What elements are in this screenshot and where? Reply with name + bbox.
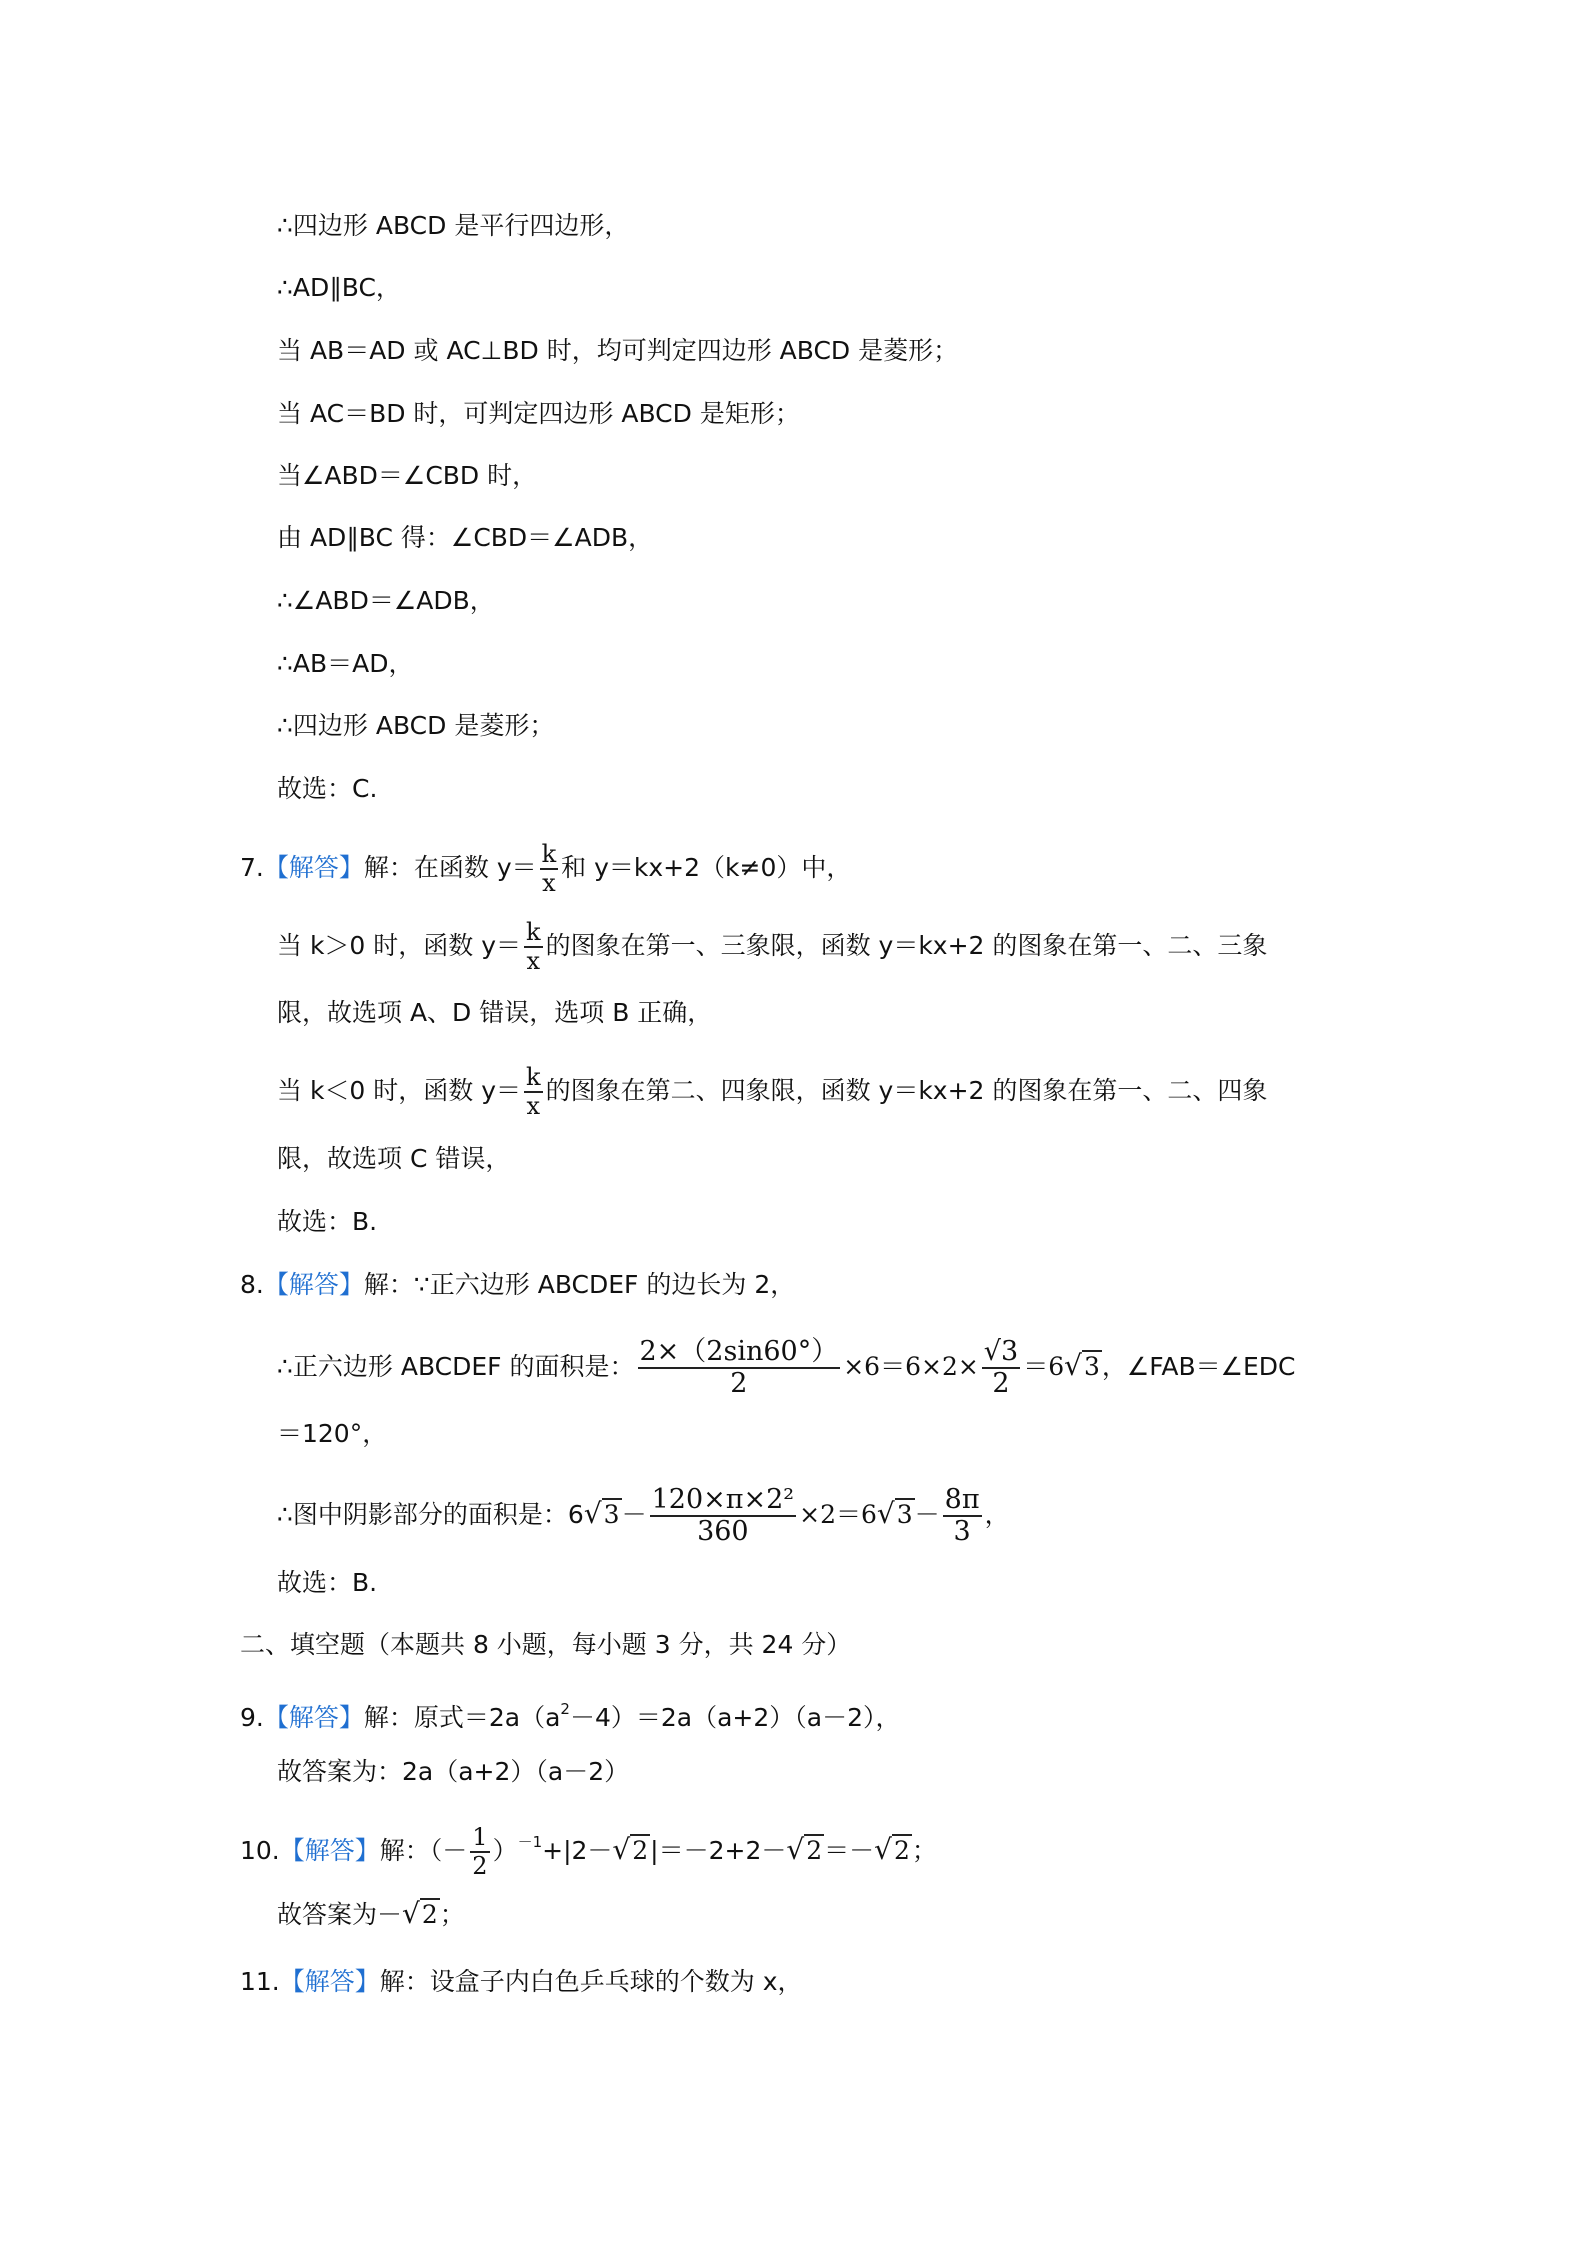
q11-line-1 — [240, 1962, 803, 2002]
q10-text: ＝－ — [824, 1836, 875, 1865]
q8-math: ×2＝6 — [799, 1500, 877, 1529]
fraction-sqrt3-over-2: $\frac{√3}{2}$ — [983, 1335, 1019, 1399]
answer-tag: 【解答】 — [279, 1967, 380, 1996]
answer-tag: 【解答】 — [263, 1270, 364, 1299]
q8-line-4 — [277, 1478, 1010, 1550]
sqrt-2: √2 — [874, 1833, 910, 1866]
sqrt-3: √3 — [583, 1497, 620, 1530]
q10-line-1 — [240, 1812, 937, 1880]
q8-math: － — [914, 1500, 940, 1529]
q8-text: ， — [984, 1500, 1010, 1529]
q10-text: +|2－ — [542, 1836, 613, 1865]
question-number: 7. — [240, 853, 264, 882]
fraction-k-over-x: $\frac{k}{x}$ — [526, 1062, 541, 1120]
question-number: 10. — [240, 1836, 280, 1865]
section-heading: 二、填空题（本题共 8 小题，每小题 3 分，共 24 分） — [240, 1630, 852, 1659]
q8-line-2 — [277, 1330, 1296, 1402]
q9-line-1 — [240, 1689, 901, 1732]
q10-text: ） — [492, 1836, 518, 1865]
q7-line-3: 限，故选项 A、D 错误，选项 B 正确， — [277, 998, 713, 1027]
q7-line-5: 限，故选项 C 错误， — [277, 1144, 511, 1173]
q7-line-4 — [277, 1060, 1267, 1122]
text-line: 由 AD∥BC 得：∠CBD＝∠ADB， — [277, 523, 654, 552]
text-line: 当∠ABD＝∠CBD 时， — [277, 461, 538, 490]
superscript: －1 — [517, 1833, 543, 1851]
fraction-8pi-over-3: $\frac{8\pi}{3}$ — [944, 1483, 980, 1547]
q10-text: ； — [911, 1836, 937, 1865]
q10-text: ； — [439, 1900, 465, 1929]
q10-text: 解：（－ — [379, 1836, 468, 1865]
q8-line-3: ＝120°， — [277, 1419, 388, 1448]
sqrt-3: √3 — [876, 1497, 913, 1530]
text-line: ∴∠ABD＝∠ADB， — [277, 586, 495, 615]
q8-math: － — [621, 1500, 647, 1529]
text-line: ∴AB＝AD， — [277, 649, 414, 678]
q10-text: 故答案为－ — [277, 1900, 403, 1929]
q7-line-1 — [240, 838, 851, 898]
q8-math: ＝6 — [1023, 1352, 1065, 1381]
sqrt-2: √2 — [402, 1897, 438, 1930]
q7-line-2 — [277, 915, 1267, 977]
fraction-k-over-x: $\frac{k}{x}$ — [541, 839, 557, 897]
fraction-one-half: $\frac{1}{2}$ — [472, 1822, 488, 1880]
q7-text: 和 y＝kx+2（k≠0）中， — [561, 853, 852, 882]
fraction-sector-area: $\frac{\text{120×π×2²}}{360}$ — [651, 1483, 795, 1547]
q7-line-6: 故选：B. — [277, 1207, 378, 1236]
q9-line-2: 故答案为：2a（a+2）（a－2） — [277, 1757, 630, 1786]
text-line: ∴四边形 ABCD 是平行四边形， — [277, 211, 630, 240]
sqrt-3: √3 — [1064, 1349, 1100, 1382]
text-line: 故选：C. — [277, 774, 378, 803]
q10-text: |＝－2+2－ — [650, 1836, 787, 1865]
q8-text: ∴正六边形 ABCDEF 的面积是： — [277, 1352, 635, 1381]
q7-text: 的图象在第二、四象限，函数 y＝kx+2 的图象在第一、二、四象 — [545, 1076, 1268, 1105]
fraction-hexagon-area: $\frac{2\times(2\sin 60^\circ)}{2}$ — [639, 1335, 839, 1399]
q8-text: ∴图中阴影部分的面积是：6 — [277, 1500, 584, 1529]
answer-tag: 【解答】 — [279, 1836, 380, 1865]
q8-text: ，∠FAB＝∠EDC — [1101, 1352, 1296, 1381]
q9-text: －4）＝2a（a+2）（a－2）， — [569, 1703, 901, 1732]
q11-text: 解：设盒子内白色乒乓球的个数为 x， — [379, 1967, 803, 1996]
q8-line-1 — [240, 1265, 795, 1305]
fraction-k-over-x: $\frac{k}{x}$ — [526, 917, 541, 975]
text-line: ∴AD∥BC， — [277, 273, 401, 302]
question-number: 9. — [240, 1703, 264, 1732]
answer-tag: 【解答】 — [263, 1703, 364, 1732]
q7-text: 当 k＞0 时，函数 y＝ — [277, 931, 522, 960]
q9-text: 解：原式＝2a（a — [363, 1703, 561, 1732]
text-line: 当 AC＝BD 时，可判定四边形 ABCD 是矩形； — [277, 399, 800, 428]
text-line: 当 AB＝AD 或 AC⊥BD 时，均可判定四边形 ABCD 是菱形； — [277, 336, 959, 365]
q8-text: 解：∵正六边形 ABCDEF 的边长为 2， — [363, 1270, 796, 1299]
q8-line-5: 故选：B. — [277, 1568, 378, 1597]
question-number: 8. — [240, 1270, 264, 1299]
sqrt-2: √2 — [786, 1833, 823, 1866]
text-line: ∴四边形 ABCD 是菱形； — [277, 711, 555, 740]
q7-text: 的图象在第一、三象限，函数 y＝kx+2 的图象在第一、二、三象 — [545, 931, 1268, 960]
question-number: 11. — [240, 1967, 280, 1996]
q8-math: ×6＝6× — [843, 1352, 942, 1381]
q8-math: 2× — [941, 1352, 979, 1381]
superscript: 2 — [560, 1700, 570, 1718]
q7-text: 解：在函数 y＝ — [363, 853, 537, 882]
q10-line-2 — [277, 1894, 465, 1934]
answer-tag: 【解答】 — [263, 853, 364, 882]
sqrt-2: √2 — [612, 1833, 649, 1866]
q7-text: 当 k＜0 时，函数 y＝ — [277, 1076, 522, 1105]
